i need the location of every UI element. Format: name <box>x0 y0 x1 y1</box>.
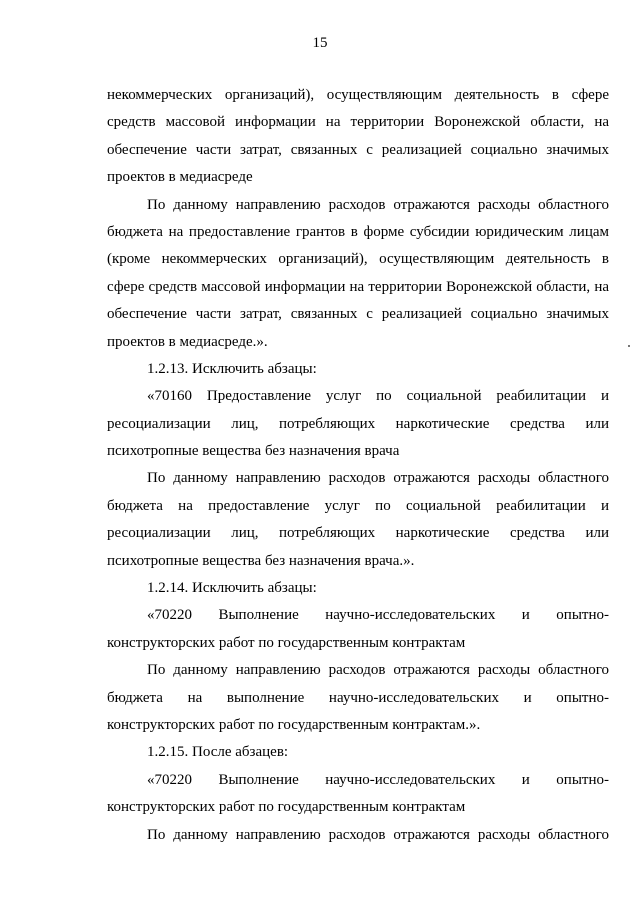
text-line: «70220 Выполнение научно-исследовательских и опытно- <box>147 607 609 624</box>
section-heading: 1.2.13. Исключить абзацы: <box>147 360 317 377</box>
paragraph <box>107 822 609 849</box>
paragraph <box>107 356 609 383</box>
paragraph <box>107 657 609 739</box>
text-line: конструкторских работ по государственным контрактам <box>107 799 466 816</box>
paragraph <box>107 602 609 657</box>
text-line: «70160 Предоставление услуг по социальной реабилитации и <box>147 388 609 405</box>
paragraph <box>107 465 609 575</box>
text-line: (кроме некоммерческих организаций), осуществляющим деятельность в <box>107 251 609 268</box>
text-line: психотропные вещества без назначения врача.». <box>107 552 415 569</box>
paragraph <box>107 383 609 465</box>
paragraph <box>107 739 609 766</box>
text-line: бюджета на предоставление услуг по социальной реабилитации и <box>107 497 609 514</box>
text-line: средств массовой информации на территории Воронежской области, на <box>107 114 609 131</box>
text-line: По данному направлению расходов отражаются расходы областного <box>147 662 609 679</box>
text-line: «70220 Выполнение научно-исследовательских и опытно- <box>147 771 609 788</box>
paragraph <box>107 767 609 822</box>
document-body <box>107 82 609 849</box>
text-line: конструкторских работ по государственным контрактам <box>107 634 466 651</box>
paragraph <box>107 192 609 356</box>
text-line: проектов в медиасреде <box>107 169 253 186</box>
text-line: проектов в медиасреде.». <box>107 333 268 350</box>
text-line: ресоциализации лиц, потребляющих наркотические средства или <box>107 525 609 542</box>
text-line: обеспечение части затрат, связанных с реализацией социально значимых <box>107 306 609 323</box>
scan-mark <box>628 345 630 347</box>
text-line: ресоциализации лиц, потребляющих наркотические средства или <box>107 415 609 432</box>
text-line: бюджета на предоставление грантов в форме субсидии юридическим лицам <box>107 223 609 240</box>
text-line: психотропные вещества без назначения врача <box>107 443 400 460</box>
text-line: По данному направлению расходов отражаются расходы областного <box>147 196 609 213</box>
text-line: бюджета на выполнение научно-исследовательских и опытно- <box>107 689 609 706</box>
text-line: По данному направлению расходов отражаются расходы областного <box>147 826 609 843</box>
text-line: конструкторских работ по государственным контрактам.». <box>107 716 481 733</box>
text-line: По данному направлению расходов отражаются расходы областного <box>147 470 609 487</box>
section-heading: 1.2.15. После абзацев: <box>147 744 289 761</box>
section-heading: 1.2.14. Исключить абзацы: <box>147 580 317 597</box>
text-line: некоммерческих организаций), осуществляющим деятельность в сфере <box>107 87 609 103</box>
paragraph <box>107 82 609 192</box>
paragraph <box>107 575 609 602</box>
page-number: 15 <box>312 35 328 51</box>
text-line: обеспечение части затрат, связанных с реализацией социально значимых <box>107 141 609 158</box>
text-line: сфере средств массовой информации на территории Воронежской области, на <box>107 278 609 295</box>
